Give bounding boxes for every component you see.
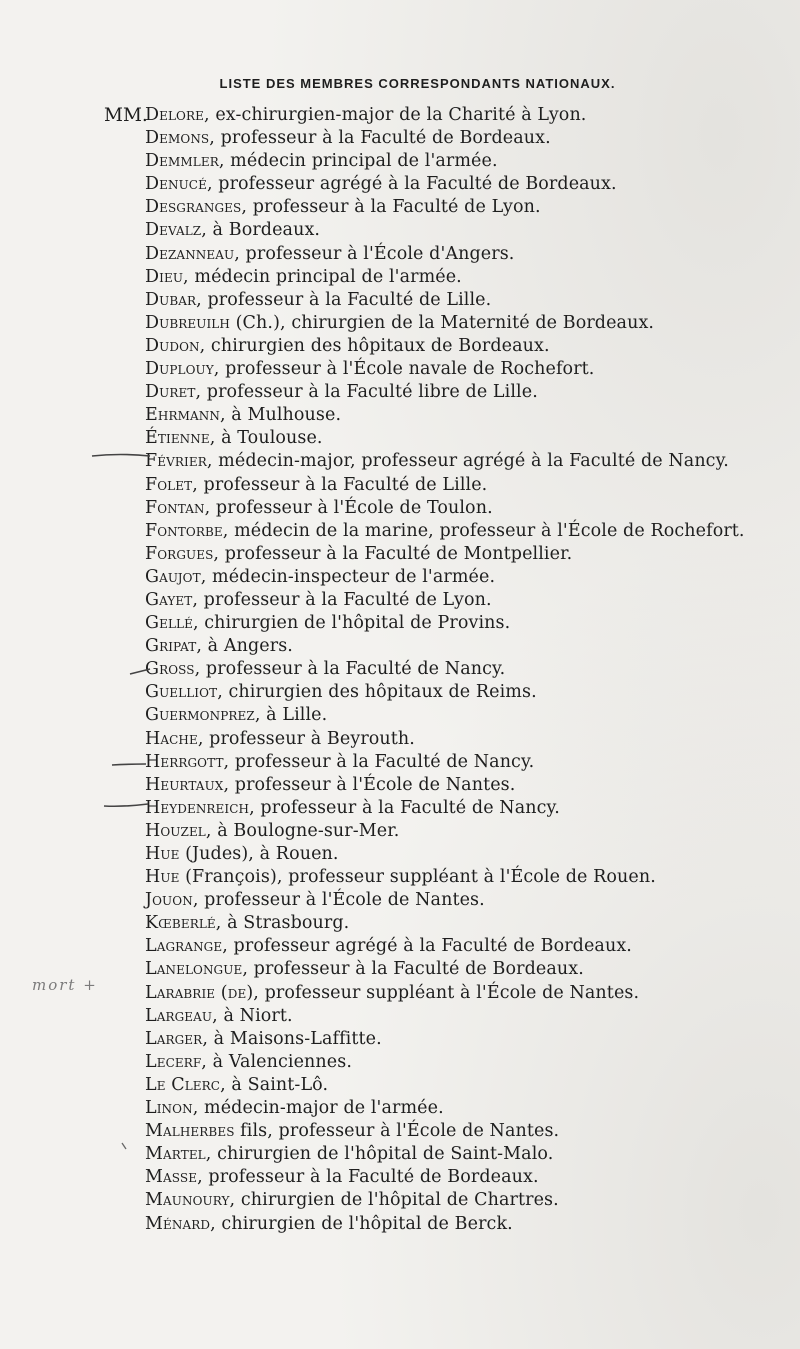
- member-entry: [145, 982, 785, 1005]
- member-description: , professeur à la Faculté de Bordeaux.: [209, 128, 551, 149]
- member-entry: [145, 889, 785, 912]
- member-description: , médecin de la marine, professeur à l'École de Rochefort.: [222, 520, 745, 541]
- member-entry: [145, 1166, 785, 1189]
- member-name: Houzel: [145, 820, 206, 841]
- member-name: Lagrange: [145, 936, 223, 957]
- member-entry: [145, 196, 785, 219]
- member-entry: [145, 612, 785, 635]
- member-description: , professeur à la Faculté de Lille.: [196, 289, 492, 310]
- member-description: , professeur à la Faculté de Bordeaux.: [242, 959, 584, 980]
- member-entry: [145, 658, 785, 681]
- pencil-dash-fevrier: [92, 455, 150, 457]
- member-entry: [145, 751, 785, 774]
- member-name: Duplouy: [145, 359, 214, 380]
- member-entry: [145, 681, 785, 704]
- member-entry: [145, 1143, 785, 1166]
- member-entry: [145, 1005, 785, 1028]
- member-entry: [145, 1189, 785, 1212]
- member-description: , professeur à la Faculté de Bordeaux.: [197, 1167, 539, 1188]
- member-entry: [145, 243, 785, 266]
- member-description: , ex-chirurgien-major de la Charité à Lyon.: [204, 105, 587, 125]
- member-name: Ménard: [145, 1213, 211, 1234]
- member-description: , professeur à la Faculté de Nancy.: [223, 751, 535, 772]
- member-entry: [145, 1120, 785, 1143]
- member-name: Larabrie (de): [145, 982, 254, 1003]
- member-name: Lecerf: [145, 1051, 202, 1072]
- member-entry: [145, 843, 785, 866]
- member-entry: [145, 404, 785, 427]
- member-name: Hue: [145, 844, 180, 864]
- member-name: Folet: [145, 474, 193, 495]
- member-entry: [145, 381, 785, 404]
- member-description: , professeur suppléant à l'École de Nantes.: [253, 982, 640, 1003]
- member-name: Largeau: [145, 1005, 213, 1026]
- member-name: Dubar: [145, 289, 197, 310]
- page-header: LISTE DES MEMBRES CORRESPONDANTS NATIONAUX.: [219, 76, 616, 91]
- member-entry: [145, 1097, 785, 1120]
- member-description: , à Saint-Lô.: [220, 1074, 329, 1095]
- member-name: Maunoury: [145, 1190, 230, 1211]
- member-name: Hue: [145, 867, 180, 888]
- member-name: Lanelongue: [145, 959, 243, 980]
- member-entry: [145, 1051, 785, 1074]
- member-name: Malherbes: [145, 1121, 235, 1142]
- member-description: , professeur à l'École de Toulon.: [204, 497, 493, 518]
- member-name: Gripat: [145, 636, 197, 657]
- member-name: Fontorbe: [145, 520, 223, 541]
- member-name: Février: [145, 451, 207, 472]
- member-description: , professeur à Beyrouth.: [197, 728, 415, 749]
- member-entry: [145, 474, 785, 497]
- member-description: , professeur à la Faculté de Montpellier.: [213, 543, 573, 564]
- member-name: Martel: [145, 1144, 206, 1165]
- member-name: Larger: [145, 1028, 203, 1049]
- member-name: Ehrmann: [145, 405, 220, 426]
- pencil-dash-heydenreich: [104, 804, 148, 806]
- member-description: , à Lille.: [254, 705, 328, 726]
- member-entry: [145, 728, 785, 751]
- member-entry: [145, 704, 785, 727]
- member-description: , médecin-major, professeur agrégé à la Faculté de Nancy.: [206, 451, 729, 472]
- member-entry: [145, 635, 785, 658]
- member-description: , professeur à l'École de Nantes.: [192, 890, 485, 911]
- member-name: Gellé: [145, 613, 193, 634]
- member-description: (François), professeur suppléant à l'École de Rouen.: [179, 867, 656, 888]
- member-entry: [145, 935, 785, 958]
- handwritten-annotation: mort +: [32, 976, 98, 994]
- member-name: Linon: [145, 1098, 193, 1119]
- member-description: , professeur à la Faculté libre de Lille.: [195, 382, 538, 403]
- entries-prefix: MM.: [104, 105, 148, 126]
- member-description: , professeur à la Faculté de Lille.: [192, 474, 488, 495]
- member-description: , à Mulhouse.: [219, 405, 342, 426]
- member-name: Dudon: [145, 335, 200, 356]
- member-description: , médecin principal de l'armée.: [183, 266, 462, 287]
- member-description: , chirurgien de l'hôpital de Berck.: [210, 1213, 513, 1234]
- member-description: fils, professeur à l'École de Nantes.: [234, 1121, 560, 1142]
- member-entry: [145, 1028, 785, 1051]
- member-description: , professeur à l'École de Nantes.: [223, 774, 516, 795]
- member-name: Heurtaux: [145, 774, 224, 795]
- member-description: , chirurgien de l'hôpital de Chartres.: [229, 1190, 559, 1211]
- member-name: Le Clerc: [145, 1074, 221, 1095]
- member-description: , à Boulogne-sur-Mer.: [205, 820, 400, 841]
- member-entry: [145, 820, 785, 843]
- member-entry: [145, 219, 785, 242]
- member-description: , chirurgien des hôpitaux de Bordeaux.: [199, 335, 550, 356]
- member-description: , à Maisons-Laffitte.: [202, 1028, 382, 1049]
- member-description: , professeur à la Faculté de Nancy.: [249, 797, 560, 818]
- member-description: , à Toulouse.: [209, 428, 323, 449]
- member-description: , professeur à la Faculté de Nancy.: [194, 659, 506, 680]
- member-name: Heydenreich: [145, 797, 250, 818]
- member-entry: [145, 543, 785, 566]
- member-name: Masse: [145, 1167, 198, 1188]
- member-name: Dubreuilh: [145, 312, 230, 333]
- member-entry: [145, 266, 785, 289]
- member-name: Demons: [145, 128, 210, 149]
- member-name: Gaujot: [145, 566, 201, 587]
- member-description: , à Bordeaux.: [201, 220, 321, 241]
- member-description: , médecin principal de l'armée.: [218, 151, 498, 172]
- member-description: , professeur à l'École d'Angers.: [234, 243, 515, 264]
- member-description: , à Angers.: [196, 636, 293, 657]
- member-entry: [145, 358, 785, 381]
- member-description: , à Niort.: [212, 1005, 293, 1026]
- member-entry: [145, 427, 785, 450]
- member-description: , chirurgien de l'hôpital de Saint-Malo.: [205, 1144, 554, 1165]
- member-description: , chirurgien de l'hôpital de Provins.: [192, 613, 511, 634]
- member-description: (Judes), à Rouen.: [179, 844, 339, 864]
- member-description: , professeur à la Faculté de Lyon.: [241, 197, 541, 218]
- member-name: Desgranges: [145, 197, 242, 218]
- member-entry: [145, 797, 785, 820]
- member-name: Jouon: [145, 890, 193, 911]
- member-entry: [145, 289, 785, 312]
- member-list: [145, 104, 785, 1236]
- member-entry: [145, 589, 785, 612]
- pencil-dash-herrgott: [112, 764, 146, 765]
- member-description: (Ch.), chirurgien de la Maternité de Bordeaux.: [229, 312, 655, 333]
- member-description: , professeur agrégé à la Faculté de Bordeaux.: [222, 936, 632, 957]
- member-name: Dezanneau: [145, 243, 235, 264]
- member-entry: [145, 566, 785, 589]
- member-name: Delore: [145, 105, 204, 125]
- member-name: Étienne: [145, 428, 210, 449]
- member-name: Demmler: [145, 151, 219, 172]
- member-description: , professeur à l'École navale de Rochefort.: [213, 359, 595, 380]
- member-entry: [145, 1074, 785, 1097]
- member-description: , chirurgien des hôpitaux de Reims.: [217, 682, 537, 703]
- pencil-tick-martel: [122, 1143, 126, 1149]
- member-entry: [145, 104, 785, 127]
- member-description: , médecin-major de l'armée.: [192, 1098, 444, 1119]
- member-entry: [145, 450, 785, 473]
- member-entry: [145, 1213, 785, 1236]
- member-name: Gross: [145, 659, 195, 680]
- member-name: Denucé: [145, 174, 207, 195]
- member-entry: [145, 312, 785, 335]
- member-name: Devalz: [145, 220, 202, 241]
- member-entry: [145, 150, 785, 173]
- member-description: , médecin-inspecteur de l'armée.: [200, 566, 496, 587]
- member-entry: [145, 497, 785, 520]
- member-description: , à Valenciennes.: [201, 1051, 353, 1072]
- member-entry: [145, 173, 785, 196]
- member-name: Hache: [145, 728, 198, 749]
- member-entry: [145, 520, 785, 543]
- member-description: , professeur à la Faculté de Lyon.: [192, 589, 492, 610]
- member-entry: [145, 912, 785, 935]
- member-name: Duret: [145, 382, 196, 403]
- member-name: Fontan: [145, 497, 205, 518]
- member-name: Herrgott: [145, 751, 224, 772]
- member-entry: [145, 958, 785, 981]
- member-name: Dieu: [145, 266, 184, 287]
- member-description: , professeur agrégé à la Faculté de Bordeaux.: [206, 174, 617, 195]
- member-name: Gayet: [145, 589, 193, 610]
- member-entry: [145, 335, 785, 358]
- member-name: Kœberlé: [145, 913, 216, 934]
- member-entry: [145, 774, 785, 797]
- member-name: Guelliot: [145, 682, 218, 703]
- member-description: , à Strasbourg.: [215, 913, 350, 934]
- member-name: Forgues: [145, 543, 214, 564]
- member-entry: [145, 866, 785, 889]
- member-name: Guermonprez: [145, 705, 255, 726]
- member-entry: [145, 127, 785, 150]
